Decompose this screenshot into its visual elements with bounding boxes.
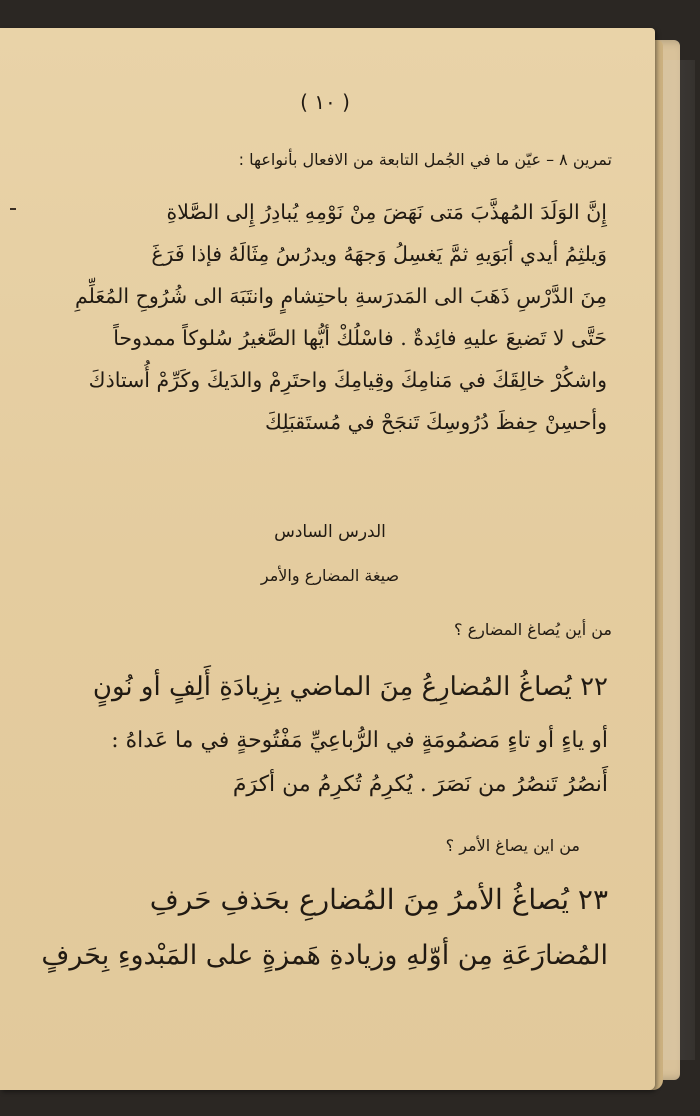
rule-23-line: المُضارَعَةِ مِن أوّلهِ وزيادةِ هَمزةٍ على المَبْدوءِ بِحَرفٍ	[41, 940, 608, 971]
rule-23-line: ٢٣ يُصاغُ الأمرُ مِنَ المُضارعِ بحَذفِ حَرفِ	[149, 883, 608, 916]
lesson-title: الدرس السادس	[274, 522, 386, 542]
question-heading: من اين يصاغ الأمر ؟	[445, 836, 580, 855]
lesson-subtitle: صيغة المضارع والأمر	[260, 566, 400, 585]
question-heading: من أين يُصاغ المضارع ؟	[453, 620, 612, 639]
rule-22-line: أو ياءٍ أو تاءٍ مَضمُومَةٍ في الرُّباعِيِّ مَفْتُوحةٍ في ما عَداهُ :	[111, 728, 608, 753]
margin-mark	[10, 208, 16, 210]
paragraph-line: واشكُرْ خالِقَكَ في مَنامِكَ وقِيامِكَ واحتَرِمْ والدَيكَ وكَرِّمْ أُستاذكَ	[88, 368, 607, 392]
exercise-heading: تمرين ٨ – عيّن ما في الجُمل التابعة من الافعال بأنواعها :	[238, 150, 612, 169]
paragraph-line: وَيلثِمُ أيدي أبَوَيهِ ثمَّ يَغسِلُ وَجهَهُ ويدرُسُ مِثَالَهُ فإذا فَرَغَ	[151, 242, 607, 266]
rule-22-line: أَنصُرُ تَنصُرُ من نَصَرَ . يُكرِمُ تُكرِمُ من أكرَمَ	[232, 772, 608, 797]
paragraph-line: وأحسِنْ حِفظَ دُرُوسِكَ تَنجَحْ في مُستَقبَلِكَ	[265, 410, 607, 434]
book-page	[0, 28, 655, 1090]
rule-22-line: ٢٢ يُصاغُ المُضارِعُ مِنَ الماضي بِزِيادَةِ أَلِفٍ أو نُونٍ	[92, 672, 608, 702]
paragraph-line: حَتَّى لا تَضيعَ عليهِ فائِدةٌ . فاسْلُكْ أيُّها الصَّغيرُ سُلوكاً ممدوحاً	[113, 326, 607, 350]
page-number: ( ١٠ )	[300, 90, 350, 114]
paragraph-line: إِنَّ الوَلَدَ المُهذَّبَ مَتى نَهَضَ مِنْ نَوْمِهِ يُبادِرُ إِلى الصَّلاةِ	[166, 200, 607, 224]
paragraph-line: مِنَ الدَّرْسِ ذَهَبَ الى المَدرَسةِ باحتِشامٍ وانتَبَهَ الى شُرُوحِ المُعَلِّمِ	[74, 284, 607, 308]
